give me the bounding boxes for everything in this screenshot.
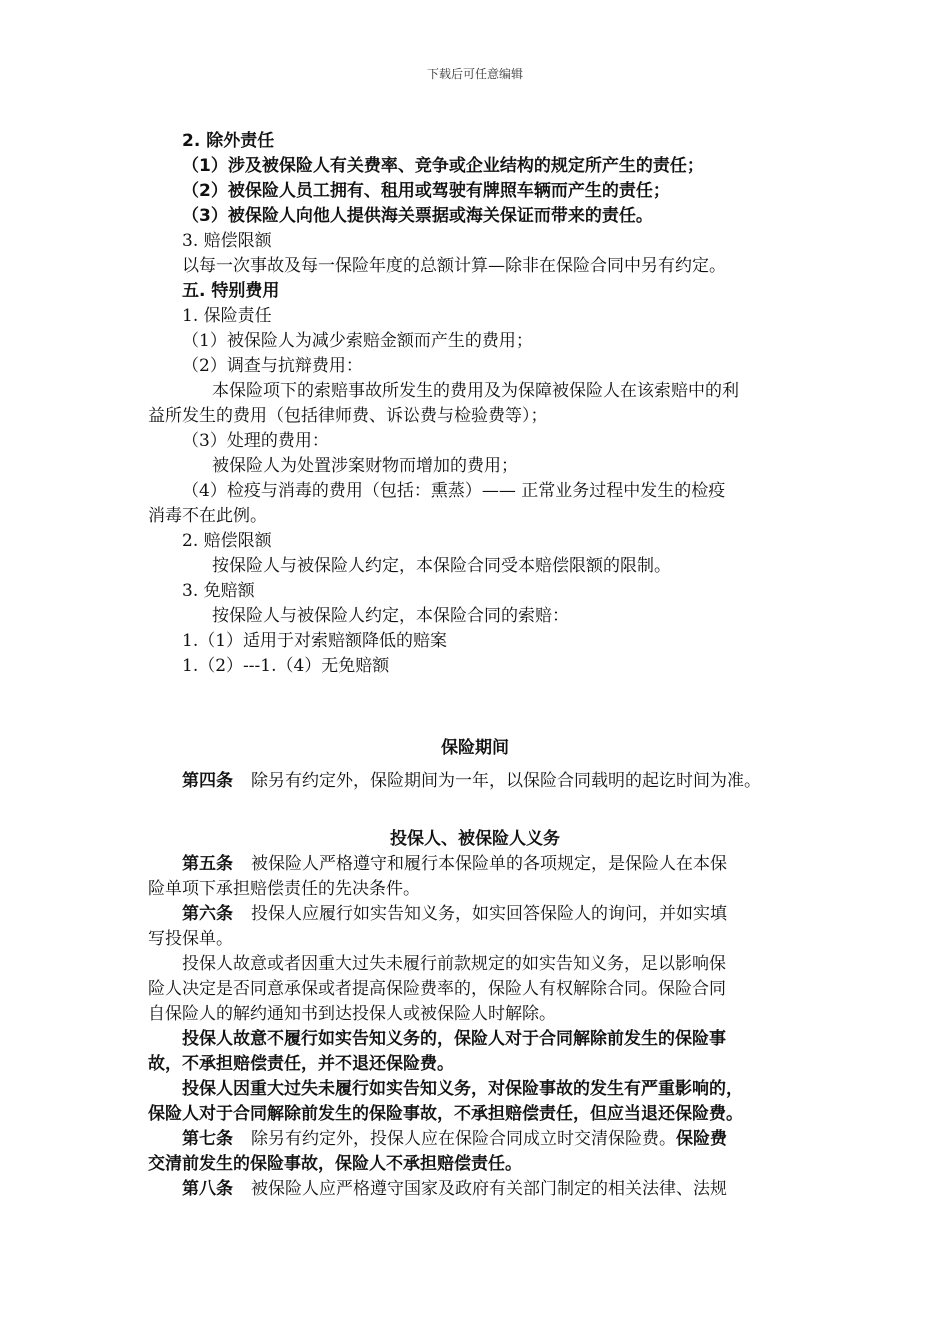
deductible-text: 按保险人与被保险人约定，本保险合同的索赔： (212, 606, 569, 626)
deductible-case-2: 1.（2）---1.（4）无免赔额 (182, 656, 390, 676)
page-header: 下载后可任意编辑 (426, 67, 523, 81)
item-limit-heading: 3. 赔偿限额 (182, 231, 272, 251)
exclusion-line-3: （3）被保险人向他人提供海关票据或海关保证而带来的责任。 (182, 206, 653, 226)
exclusion-line-2: （2）被保险人员工拥有、租用或驾驶有牌照车辆而产生的责任； (182, 181, 670, 201)
article-5-text: 被保险人严格遵守和履行本保险单的各项规定，是保险人在本保 (251, 854, 727, 874)
cost-line-2-detail-b: 益所发生的费用（包括律师费、诉讼费与检验费等）； (148, 406, 548, 426)
article-5-label: 第五条 (182, 854, 233, 874)
article-8-label: 第八条 (182, 1179, 233, 1199)
article-6-para4-b: 保险人对于合同解除前发生的保险事故，不承担赔偿责任，但应当退还保险费。 (148, 1104, 743, 1124)
cost-line-3: （3）处理的费用： (182, 431, 329, 451)
article-6-label: 第六条 (182, 904, 233, 924)
compensation-limit-text: 按保险人与被保险人约定，本保险合同受本赔偿限额的限制。 (212, 556, 671, 576)
article-7 (182, 1128, 727, 1150)
article-7-text: 除另有约定外，投保人应在保险合同成立时交清保险费。 (251, 1129, 676, 1149)
cost-line-2: （2）调查与抗辩费用： (182, 356, 363, 376)
article-7-cont: 交清前发生的保险事故，保险人不承担赔偿责任。 (148, 1154, 522, 1174)
exclusion-line-1: （1）涉及被保险人有关费率、竞争或企业结构的规定所产生的责任； (182, 156, 704, 176)
limit-text: 以每一次事故及每一保险年度的总额计算—除非在保险合同中另有约定。 (182, 256, 726, 276)
article-4-label: 第四条 (182, 771, 233, 791)
article-8 (182, 1178, 727, 1200)
article-8-text: 被保险人应严格遵守国家及政府有关部门制定的相关法律、法规 (251, 1179, 727, 1199)
cost-line-4: （4）检疫与消毒的费用（包括：熏蒸）—— 正常业务过程中发生的检疫 (182, 481, 726, 501)
item-deductible: 3. 免赔额 (182, 581, 255, 601)
article-6-para2-c: 自保险人的解约通知书到达投保人或被保险人时解除。 (148, 1004, 556, 1024)
article-6-para2-b: 险人决定是否同意承保或者提高保险费率的，保险人有权解除合同。保险合同 (148, 979, 726, 999)
article-5-cont: 险单项下承担赔偿责任的先决条件。 (148, 879, 420, 899)
article-5 (182, 853, 727, 875)
section-title-obligations: 投保人、被保险人义务 (390, 829, 560, 849)
article-6-text: 投保人应履行如实告知义务，如实回答保险人的询问，并如实填 (251, 904, 727, 924)
article-6-para3-a: 投保人故意不履行如实告知义务的，保险人对于合同解除前发生的保险事 (182, 1029, 726, 1049)
article-6-para2-a: 投保人故意或者因重大过失未履行前款规定的如实告知义务，足以影响保 (182, 954, 726, 974)
article-7-label: 第七条 (182, 1129, 233, 1149)
article-6-cont: 写投保单。 (148, 929, 233, 949)
item-liability-heading: 1. 保险责任 (182, 306, 272, 326)
article-7-bold-tail: 保险费 (676, 1129, 727, 1149)
article-4 (182, 770, 761, 792)
cost-line-2-detail-a: 本保险项下的索赔事故所发生的费用及为保障被保险人在该索赔中的利 (212, 381, 739, 401)
article-6 (182, 903, 727, 925)
item-compensation-limit: 2. 赔偿限额 (182, 531, 272, 551)
item-exclusions-heading: 2. 除外责任 (182, 131, 275, 151)
cost-line-4-detail: 消毒不在此例。 (148, 506, 267, 526)
cost-line-3-detail: 被保险人为处置涉案财物而增加的费用； (212, 456, 518, 476)
section-title-period: 保险期间 (441, 738, 509, 758)
cost-line-1: （1）被保险人为减少索赔金额而产生的费用； (182, 331, 533, 351)
article-4-text: 除另有约定外，保险期间为一年，以保险合同载明的起讫时间为准。 (251, 771, 761, 791)
deductible-case-1: 1.（1）适用于对索赔额降低的赔案 (182, 631, 448, 651)
article-6-para4-a: 投保人因重大过失未履行如实告知义务，对保险事故的发生有严重影响的， (182, 1079, 743, 1099)
section-special-costs: 五. 特别费用 (182, 281, 280, 301)
article-6-para3-b: 故，不承担赔偿责任，并不退还保险费。 (148, 1054, 454, 1074)
